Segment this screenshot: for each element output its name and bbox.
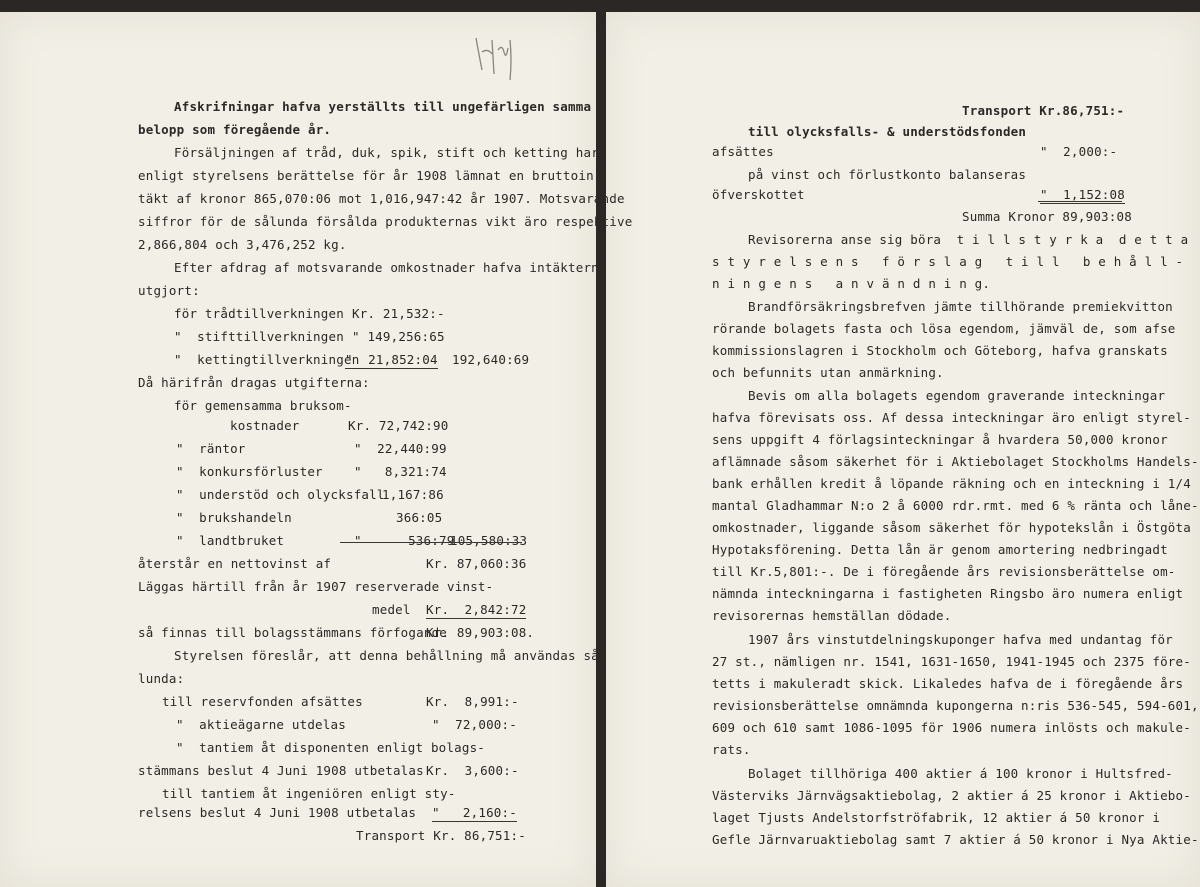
left-text-line: relsens beslut 4 Juni 1908 utbetalas	[138, 805, 417, 820]
left-text-line: Efter afdrag af motsvarande omkostnader hafva intäkterna	[174, 260, 607, 275]
right-text-line: till Kr.5,801:-. De i föregående års revisionsberättelse om-	[712, 564, 1176, 579]
right-text-line: hafva förevisats oss. Af dessa inteckningar äro enligt styrel-	[712, 410, 1191, 425]
right-text-line: tetts i makuleradt skick. Likaledes hafva de i föregående års	[712, 676, 1184, 691]
left-text-line: " 22,440:99	[354, 441, 447, 456]
left-text-line: Då härifrån dragas utgifterna:	[138, 375, 370, 390]
left-text-line: till tantiem åt ingeniören enligt sty-	[162, 786, 456, 801]
left-text-line: utgjort:	[138, 283, 200, 298]
book-gutter	[596, 0, 606, 887]
left-text-line: " räntor	[176, 441, 246, 456]
left-text-line: Läggas härtill från år 1907 reserverade vinst-	[138, 579, 494, 594]
left-text-line: till reservfonden afsättes	[162, 694, 363, 709]
left-text-line: lunda:	[138, 671, 185, 686]
right-text-line: s t y r e l s e n s f ö r s l a g t i l l b e h å l l -	[712, 254, 1184, 269]
left-text-line: för gemensamma bruksom-	[174, 398, 352, 413]
right-text-line: Brandförsäkringsbrefven jämte tillhörande premiekvitton	[748, 299, 1173, 314]
left-text-line: Styrelsen föreslår, att denna behållning må användas så-	[174, 648, 607, 663]
left-text-line: Kr. 72,742:90	[348, 418, 449, 433]
left-text-line: 2,866,804 och 3,476,252 kg.	[138, 237, 347, 252]
left-text-line: Kr. 21,532:-	[352, 306, 445, 321]
right-text-line: bank erhållen kredit å löpande räkning och en inteckning i 1/4	[712, 476, 1191, 491]
right-text-line: 1907 års vinstutdelningskuponger hafva med undantag för	[748, 632, 1173, 647]
left-text-line: för trådtillverkningen	[174, 306, 344, 321]
right-text-line: Transport Kr.86,751:-	[962, 103, 1125, 118]
right-text-line: 27 st., nämligen nr. 1541, 1631-1650, 1941-1945 och 2375 före-	[712, 654, 1191, 669]
left-text-line: " 536:79	[354, 533, 455, 548]
right-text-line: på vinst och förlustkonto balanseras	[748, 167, 1027, 182]
left-text-line: täkt af kronor 865,070:06 mot 1,016,947:42 år 1907. Motsvarande	[138, 191, 625, 206]
left-text-line: 1,167:86	[382, 487, 444, 502]
left-text-line: Kr. 3,600:-	[426, 763, 519, 778]
right-text-line: öfverskottet	[712, 187, 805, 202]
left-text-line: Afskrifningar hafva yerställts till ungefärligen samma	[174, 99, 592, 114]
left-text-line: siffror för de sålunda försålda produkternas vikt äro respektive	[138, 214, 633, 229]
right-text-line: aflämnade såsom säkerhet för i Aktiebolaget Stockholms Handels-	[712, 454, 1199, 469]
left-text-line: " 72,000:-	[432, 717, 517, 732]
right-text-line: Hypotaksförening. Detta lån är genom amortering nedbringadt	[712, 542, 1168, 557]
left-text-line: medel	[372, 602, 411, 617]
left-text-line: " 21,852:04	[345, 352, 438, 367]
left-text-line: Kr. 87,060:36	[426, 556, 527, 571]
left-text-line: " tantiem åt disponenten enligt bolags-	[176, 740, 486, 755]
sum-rule-line	[1038, 201, 1122, 202]
handwritten-mark-icon	[470, 30, 530, 90]
left-text-line: kostnader	[230, 418, 300, 433]
left-page	[0, 12, 596, 887]
left-text-line: " aktieägarne utdelas	[176, 717, 346, 732]
left-text-line: stämmans beslut 4 Juni 1908 utbetalas	[138, 763, 424, 778]
right-text-line: " 1,152:08	[1040, 187, 1125, 202]
left-text-line: 366:05	[396, 510, 443, 525]
left-text-line: " konkursförluster	[176, 464, 323, 479]
left-text-line: " kettingtillverkningen	[174, 352, 360, 367]
right-text-line: Revisorerna anse sig böra t i l l s t y r k a d e t t a	[748, 232, 1189, 247]
right-text-line: och befunnits utan anmärkning.	[712, 365, 944, 380]
right-text-line: afsättes	[712, 144, 774, 159]
right-text-line: kommissionslagren i Stockholm och Göteborg, hafva granskats	[712, 343, 1168, 358]
right-text-line: revisionsberättelse omnämnda kupongerna n:ris 536-545, 594-601,	[712, 698, 1199, 713]
left-text-line: " 2,160:-	[432, 805, 517, 820]
sum-rule-line	[340, 542, 522, 543]
right-text-line: mantal Gladhammar N:o 2 å 6000 rdr.rmt. med 6 % ränta och låne-	[712, 498, 1199, 513]
right-text-line: " 2,000:-	[1040, 144, 1118, 159]
left-text-line: enligt styrelsens berättelse för år 1908 lämnat en bruttoin-	[138, 168, 602, 183]
left-text-line: så finnas till bolagsstämmans förfogande	[138, 625, 448, 640]
right-text-line: rats.	[712, 742, 751, 757]
left-text-line: återstår en nettovinst af	[138, 556, 332, 571]
left-text-line: 192,640:69	[452, 352, 530, 367]
left-text-line: 105,580:33	[450, 533, 528, 548]
right-text-line: omkostnader, liggande såsom säkerhet för hypotekslån i Östgöta	[712, 520, 1191, 535]
left-text-line: belopp som föregående år.	[138, 122, 332, 137]
right-text-line: sens uppgift 4 förlagsinteckningar å hvardera 50,000 kronor	[712, 432, 1168, 447]
right-text-line: nämnda inteckningarna i fastigheten Ringsbo äro numera enligt	[712, 586, 1184, 601]
right-text-line: laget Tjusts Andelstorfströfabrik, 12 aktier á 50 kronor i	[712, 810, 1161, 825]
right-text-line: 609 och 610 samt 1086-1095 för 1906 numera inlösts och makule-	[712, 720, 1191, 735]
right-text-line: Bevis om alla bolagets egendom graverande inteckningar	[748, 388, 1166, 403]
left-text-line: Kr. 8,991:-	[426, 694, 519, 709]
left-text-line: Försäljningen af tråd, duk, spik, stift och ketting har	[174, 145, 599, 160]
left-text-line: " 149,256:65	[352, 329, 445, 344]
right-text-line: revisorernas hemställan dödade.	[712, 608, 952, 623]
left-text-line: " stifttillverkningen	[174, 329, 344, 344]
right-text-line: till olycksfalls- & understödsfonden	[748, 124, 1027, 139]
left-text-line: Transport Kr. 86,751:-	[356, 828, 526, 843]
right-text-line: Västerviks Järnvägsaktiebolag, 2 aktier á 25 kronor i Aktiebo-	[712, 788, 1191, 803]
right-text-line: Gefle Järnvaruaktiebolag samt 7 aktier á 50 kronor i Nya Aktie-	[712, 832, 1199, 847]
left-text-line: " understöd och olycksfall	[176, 487, 385, 502]
left-text-line: " landtbruket	[176, 533, 285, 548]
right-text-line: rörande bolagets fasta och lösa egendom, jämväl de, som afse	[712, 321, 1176, 336]
left-text-line: " 8,321:74	[354, 464, 447, 479]
right-text-line: Summa Kronor 89,903:08	[962, 209, 1132, 224]
right-text-line: Bolaget tillhöriga 400 aktier á 100 kronor i Hultsfred-	[748, 766, 1173, 781]
right-text-line: n i n g e n s a n v ä n d n i n g.	[712, 276, 991, 291]
left-text-line: Kr. 2,842:72	[426, 602, 527, 617]
left-text-line: " brukshandeln	[176, 510, 292, 525]
left-text-line: Kr. 89,903:08.	[426, 625, 535, 640]
